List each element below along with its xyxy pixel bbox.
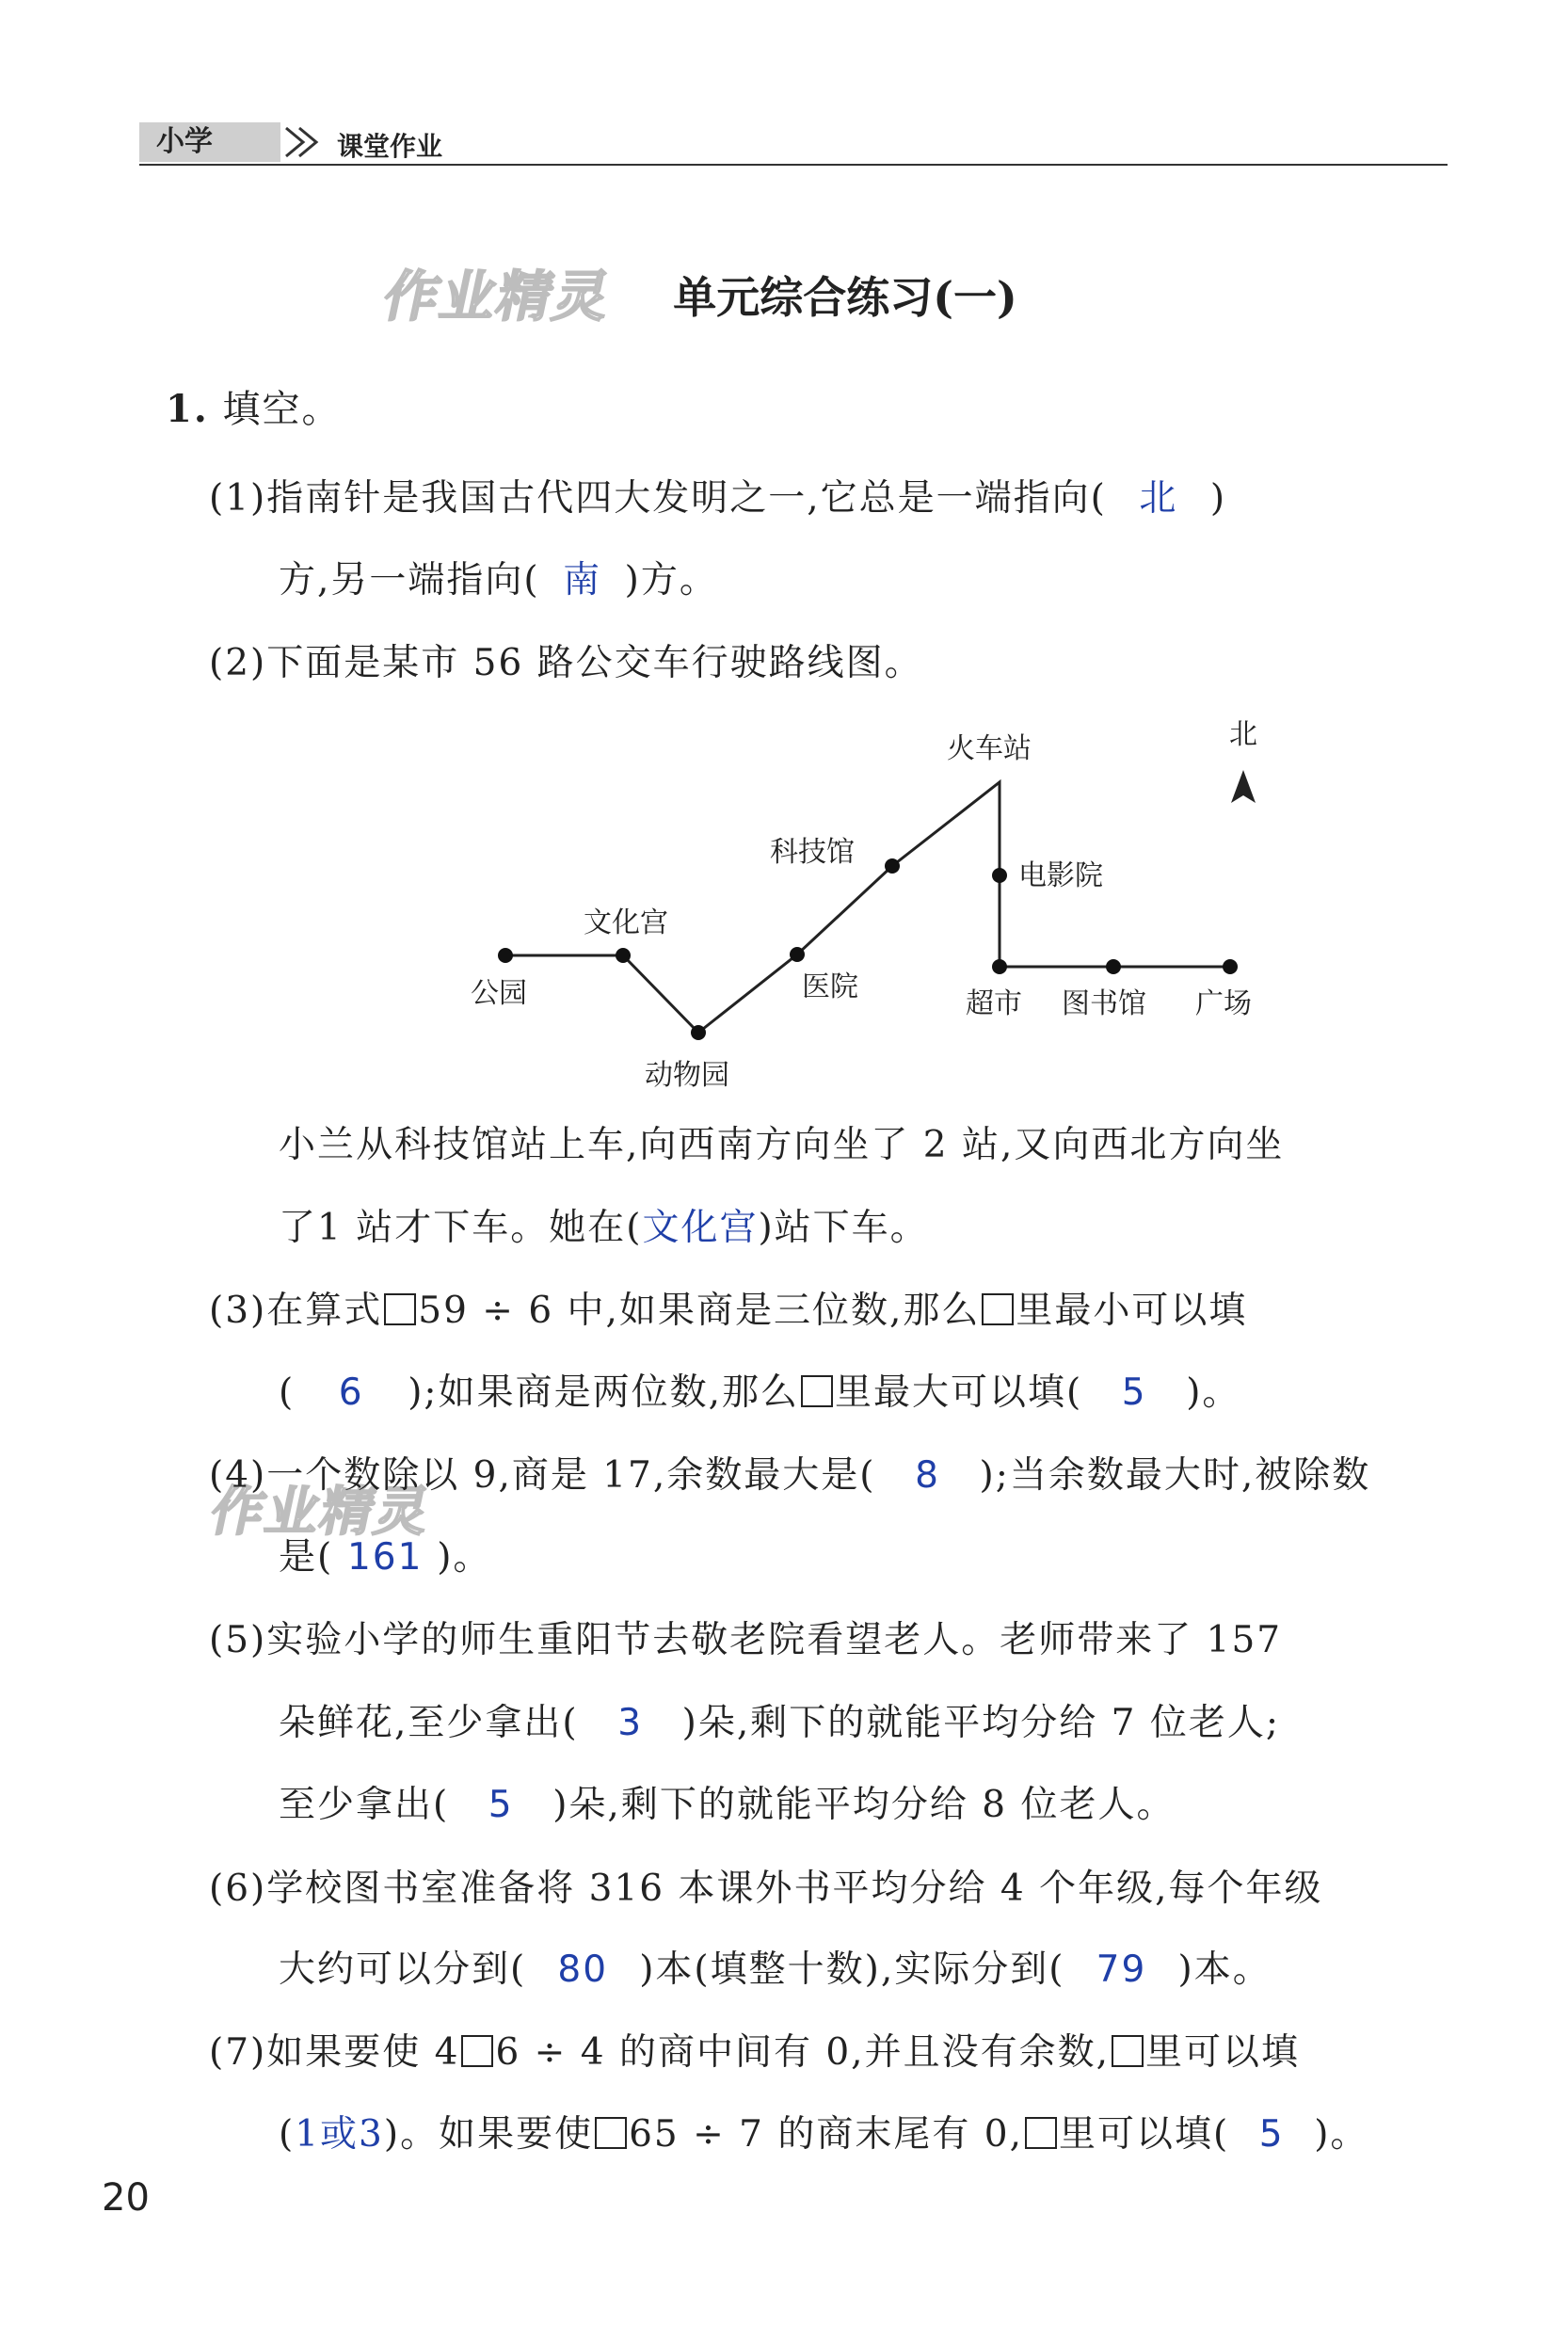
station-label-science-museum: 科技馆 xyxy=(770,836,855,869)
header-title: 课堂作业 xyxy=(337,131,443,162)
answer-culture-palace: 文化宫 xyxy=(642,1207,759,1249)
page-header xyxy=(139,122,1448,169)
q1-part3-text-a: (3)在算式 xyxy=(209,1290,383,1332)
page-number: 20 xyxy=(102,2176,150,2220)
station-label-culture-palace: 文化宫 xyxy=(584,906,668,939)
station-dot-square xyxy=(1223,959,1238,974)
q1-part2-text-end: )站下车。 xyxy=(758,1207,929,1249)
station-dot-science-museum xyxy=(885,858,900,874)
q1-part6-line2 xyxy=(279,1947,1272,1994)
q1-part1-text: (1)指南针是我国古代四大发明之一,它总是一端指向( xyxy=(209,477,1107,520)
q1-part2-line1: (2)下面是某市 56 路公交车行驶路线图。 xyxy=(209,642,923,684)
q1-part3-text-b: 59 ÷ 6 中,如果商是三位数,那么 xyxy=(418,1290,981,1332)
q1-part5-line2 xyxy=(279,1700,1280,1747)
q1-part4-text-end: );当余数最大时,被除数 xyxy=(979,1454,1371,1497)
q1-part7-text-b: 6 ÷ 4 的商中间有 0,并且没有余数, xyxy=(495,2031,1110,2074)
answer-north: 北 xyxy=(1139,477,1178,520)
q1-part7-text-g: 里可以填( xyxy=(1059,2113,1230,2156)
question-number: 1. xyxy=(166,387,209,431)
q1-part4-line1 xyxy=(209,1452,1370,1499)
header-rule xyxy=(139,164,1448,166)
q1-part7-text-d: ( xyxy=(279,2113,296,2156)
answer-end-zero: 5 xyxy=(1258,2113,1285,2156)
q1-part7-text-a: (7)如果要使 4 xyxy=(209,2031,460,2074)
answer-actual: 79 xyxy=(1096,1948,1147,1991)
q1-part5-text3: 至少拿出( xyxy=(279,1784,450,1826)
q1-part7-line1 xyxy=(209,2029,1300,2076)
q1-part4-text: (4)一个数除以 9,商是 17,余数最大是( xyxy=(209,1454,876,1497)
q1-part3-line1 xyxy=(209,1288,1247,1335)
watermark-top: 作业精灵 xyxy=(377,265,618,329)
north-label: 北 xyxy=(1229,718,1257,751)
question-label: 填空。 xyxy=(222,388,342,431)
q1-part5-line3 xyxy=(279,1782,1175,1829)
q1-part3-line2 xyxy=(279,1370,1240,1417)
answer-max-remainder: 8 xyxy=(915,1454,940,1497)
q1-part4-text2-end: )。 xyxy=(437,1536,492,1579)
bus-route-map xyxy=(442,715,1289,1092)
answer-min-digit: 6 xyxy=(338,1371,364,1414)
question-1-heading xyxy=(166,386,341,433)
q1-part4-line2 xyxy=(279,1534,491,1581)
answer-max-digit: 5 xyxy=(1121,1371,1147,1414)
q1-part1-text2-end: )方。 xyxy=(624,559,718,601)
answer-dividend: 161 xyxy=(346,1536,424,1579)
station-label-hospital: 医院 xyxy=(802,970,858,1003)
q1-part6-text-b: )本(填整十数),实际分到( xyxy=(639,1948,1065,1991)
station-dot-zoo xyxy=(691,1025,706,1040)
q1-part3-text-e: );如果商是两位数,那么 xyxy=(408,1371,799,1414)
q1-part1-line2 xyxy=(279,557,718,604)
q1-part5-text-end: )朵,剩下的就能平均分给 7 位老人; xyxy=(681,1702,1280,1744)
answer-middle-zero: 1或3 xyxy=(295,2113,384,2156)
q1-part3-text-g: )。 xyxy=(1186,1371,1241,1414)
station-label-square: 广场 xyxy=(1195,987,1252,1020)
q1-part6-text-c: )本。 xyxy=(1177,1948,1272,1991)
answer-flowers-7: 3 xyxy=(617,1702,644,1744)
unit-title: 单元综合练习(一) xyxy=(673,272,1017,323)
station-label-park: 公园 xyxy=(471,977,527,1010)
q1-part2-line3 xyxy=(279,1205,929,1252)
blank-box xyxy=(1025,2117,1057,2149)
station-label-supermarket: 超市 xyxy=(966,987,1022,1020)
station-dot-supermarket xyxy=(992,959,1007,974)
header-level-tag: 小学 xyxy=(139,122,280,162)
q1-part4-text2: 是( xyxy=(279,1536,334,1579)
blank-box xyxy=(595,2117,627,2149)
station-dot-cinema xyxy=(992,868,1007,883)
q1-part2-text: 了1 站才下车。她在( xyxy=(279,1207,643,1249)
q1-part7-text-e: )。如果要使 xyxy=(383,2113,594,2156)
q1-part3-text-f: 里最大可以填( xyxy=(834,1371,1083,1414)
blank-box xyxy=(1112,2035,1144,2067)
blank-box xyxy=(461,2035,493,2067)
station-dot-park xyxy=(498,948,513,963)
station-label-library: 图书馆 xyxy=(1062,987,1146,1020)
station-label-zoo: 动物园 xyxy=(645,1059,729,1092)
station-dot-hospital xyxy=(790,947,805,962)
station-label-train-station: 火车站 xyxy=(947,732,1032,765)
q1-part5-text: 朵鲜花,至少拿出( xyxy=(279,1702,579,1744)
q1-part1-text-end: ) xyxy=(1209,477,1227,520)
blank-box xyxy=(982,1293,1014,1325)
station-label-cinema: 电影院 xyxy=(1018,859,1103,892)
double-chevron-icon xyxy=(280,122,337,162)
q1-part3-text-d: ( xyxy=(279,1371,296,1414)
q1-part2-line2: 小兰从科技馆站上车,向西南方向坐了 2 站,又向西北方向坐 xyxy=(279,1124,1285,1166)
q1-part6-text-a: 大约可以分到( xyxy=(279,1948,527,1991)
q1-part7-text-f: 65 ÷ 7 的商末尾有 0, xyxy=(629,2113,1023,2156)
answer-estimate: 80 xyxy=(557,1948,609,1991)
q1-part6-line1: (6)学校图书室准备将 316 本课外书平均分给 4 个年级,每个年级 xyxy=(209,1868,1323,1910)
q1-part1-line1 xyxy=(209,475,1226,522)
station-dot-library xyxy=(1106,959,1121,974)
q1-part5-text3-end: )朵,剩下的就能平均分给 8 位老人。 xyxy=(552,1784,1176,1826)
q1-part3-text-c: 里最小可以填 xyxy=(1016,1290,1248,1332)
blank-box xyxy=(384,1293,416,1325)
q1-part5-line1: (5)实验小学的师生重阳节去敬老院看望老人。老师带来了 157 xyxy=(209,1619,1283,1661)
q1-part7-text-h: )。 xyxy=(1314,2113,1369,2156)
north-arrow-icon xyxy=(1231,770,1256,803)
blank-box xyxy=(801,1375,833,1407)
q1-part7-text-c: 里可以填 xyxy=(1144,2031,1300,2074)
answer-flowers-8: 5 xyxy=(488,1784,514,1826)
q1-part7-line2 xyxy=(279,2111,1368,2158)
answer-south: 南 xyxy=(563,559,602,601)
watermark-middle: 作业精灵 xyxy=(205,1482,437,1543)
q1-part1-text2: 方,另一端指向( xyxy=(279,559,540,601)
station-dot-culture-palace xyxy=(616,948,631,963)
